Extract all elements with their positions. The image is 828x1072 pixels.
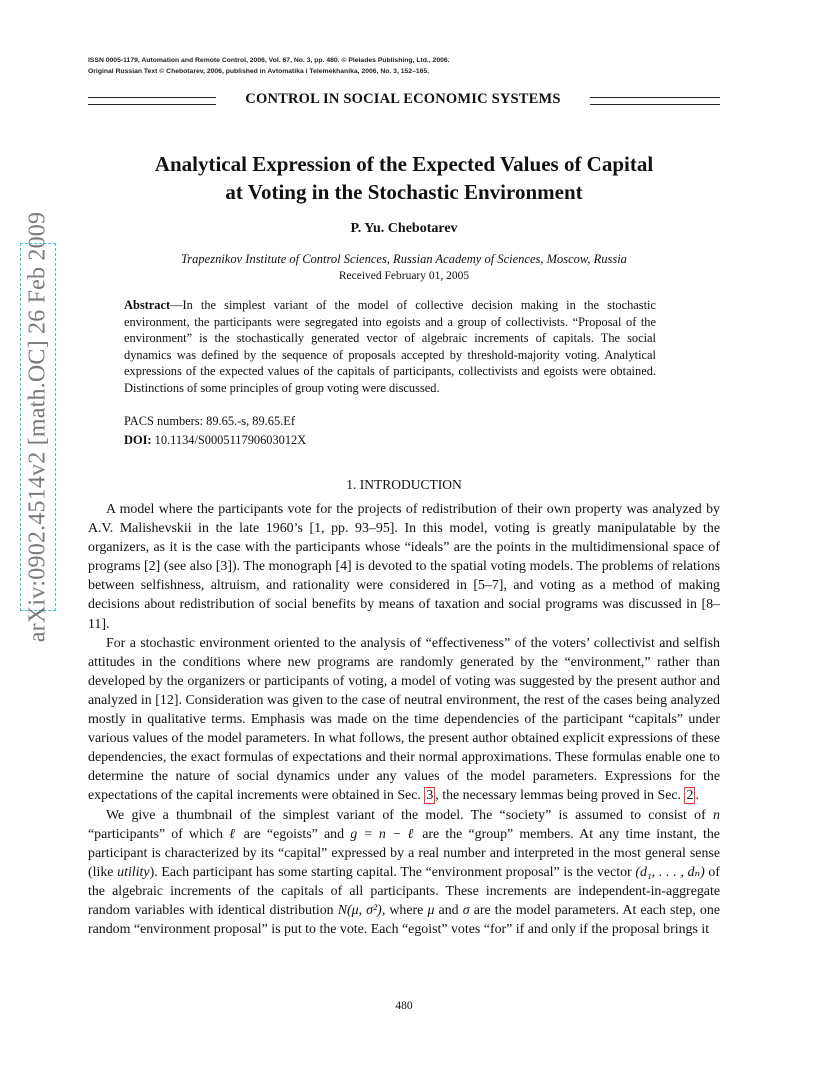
p3-text-e: ). Each participant has some starting capital. The “environment proposal” is the vector xyxy=(149,864,636,880)
math-mu: μ xyxy=(427,902,435,918)
abstract-text: —In the simplest variant of the model of collective decision making in the stochastic environment, the participants were segregated into egoists and a group of collectivists. “Proposal of the environment” is the stochastically generated vector of algebraic increments of capitals. The social dynamics was defined by the sequence of proposals accepted by threshold-majority voting. Analytical expressions of the expected values of the capitals of participants, collectivists and egoists were obtained. Distinctions of some principles of group voting were discussed. xyxy=(124,298,656,395)
abstract xyxy=(124,297,656,397)
p3-text-a: We give a thumbnail of the simplest variant of the model. The “society” is assumed to consist of xyxy=(106,807,714,823)
paper-title-line-1: Analytical Expression of the Expected Values of Capital xyxy=(154,152,654,176)
doi xyxy=(124,433,306,448)
section-heading: 1. INTRODUCTION xyxy=(346,477,462,492)
section-2-link[interactable]: 2 xyxy=(686,788,694,804)
author-name: P. Yu. Chebotarev xyxy=(350,221,458,236)
abstract-label: Abstract xyxy=(124,298,171,312)
utility-term: utility xyxy=(117,864,150,880)
math-distribution: N(μ, σ²) xyxy=(337,902,382,918)
band-rule-right xyxy=(590,97,720,105)
page-number: 480 xyxy=(395,1000,413,1012)
pacs-numbers: PACS numbers: 89.65.-s, 89.65.Ef xyxy=(124,414,295,428)
p3-text-f: of the algebraic increments of the capitals of all participants. These increments are independent-in-aggregate random variables with identical distribution xyxy=(88,864,721,918)
journal-header-line-2: Original Russian Text © Chebotarev, 2006, published in Avtomatika i Telemekhanika, 2006, No. 3, 152–165. xyxy=(88,68,430,75)
math-vector: (d₁, . . . , dₙ) xyxy=(635,864,705,880)
section-band xyxy=(88,91,720,111)
doi-value: 10.1134/S000511790603012X xyxy=(151,433,307,447)
p3-text-b: “participants” of which xyxy=(88,826,230,842)
paragraph-1: A model where the participants vote for the projects of redistribution of their own property was analyzed by A.V. Malishevskii in the late 1960’s [1, pp. 93–95]. In this model, voting is greatly manipulatable by the organizers, as it is the case with the participants whose “ideals” are the points in the multidimensional space of programs [2] (see also [3]). The monograph [4] is devoted to the spatial voting models. The problems of relations between selfishness, altruism, and rationality were considered in [5–7], and voting as a method of making decisions about redistribution of social benefits by means of taxation and social programs was discussed in [8–11]. xyxy=(88,502,720,632)
math-ell: ℓ xyxy=(229,826,238,842)
paragraph-2 xyxy=(88,634,720,806)
arxiv-stamp-text: arXiv:0902.4514v2 [math.OC] 26 Feb 2009 xyxy=(24,211,51,643)
journal-header-line-1: ISSN 0005-1179, Automation and Remote Control, 2006, Vol. 67, No. 3, pp. 480. © Pleiades Publishing, Ltd., 2006. xyxy=(88,57,450,64)
affiliation: Trapeznikov Institute of Control Sciences, Russian Academy of Sciences, Moscow, Russia xyxy=(181,252,627,266)
arxiv-stamp[interactable] xyxy=(20,211,56,643)
math-sigma: σ xyxy=(462,902,470,918)
section-band-title: CONTROL IN SOCIAL ECONOMIC SYSTEMS xyxy=(245,91,561,107)
doi-label: DOI: xyxy=(124,433,152,447)
paragraph-2-text-b: , the necessary lemmas being proved in Sec. xyxy=(435,788,685,804)
section-3-link[interactable]: 3 xyxy=(426,788,434,804)
paper-title xyxy=(88,150,720,206)
journal-header xyxy=(88,55,728,77)
paper-title-line-2: at Voting in the Stochastic Environment xyxy=(225,180,583,204)
p3-text-h: and xyxy=(434,902,463,918)
p3-text-i: are the model parameters. At each step, one random “environment proposal” is put to the vote. Each “egoist” votes “for” if and only if the proposal brings it xyxy=(88,902,720,938)
band-rule-left xyxy=(88,97,216,105)
paragraph-2-text-c: . xyxy=(695,788,699,804)
received-date: Received February 01, 2005 xyxy=(338,270,470,282)
body-text xyxy=(88,500,720,939)
paragraph-2-text-a: For a stochastic environment oriented to the analysis of “effectiveness” of the voters’ collectivist and selfish attitudes in the conditions where new programs are randomly generated by the “environment,” rather than developed by the organizers or participants of voting, a model of voting was suggested by the present author and analyzed in [12]. Consideration was given to the case of neutral environment, the rest of the cases being analyzed mostly in qualitative terms. Emphasis was made on the time dependencies of the participant “capitals” under various values of the model parameters. In what follows, the present author obtained explicit expressions of these dependencies, the exact formulas of expectations and their normal approximations. These formulas enable one to determine the nature of social dynamics under any values of the model parameters. Expressions for the expectations of the capital increments were obtained in Sec. xyxy=(88,635,720,804)
math-g-equation: g = n − ℓ xyxy=(350,826,417,842)
p3-text-g: , where xyxy=(381,902,428,918)
p3-text-c: are “egoists” and xyxy=(237,826,351,842)
p3-text-d: are the “group” members. At any time instant, the participant is characterized by its “capital” expressed by a real number and interpreted in the most general sense (like xyxy=(88,826,720,880)
paragraph-3 xyxy=(88,806,720,940)
math-n: n xyxy=(713,807,720,823)
